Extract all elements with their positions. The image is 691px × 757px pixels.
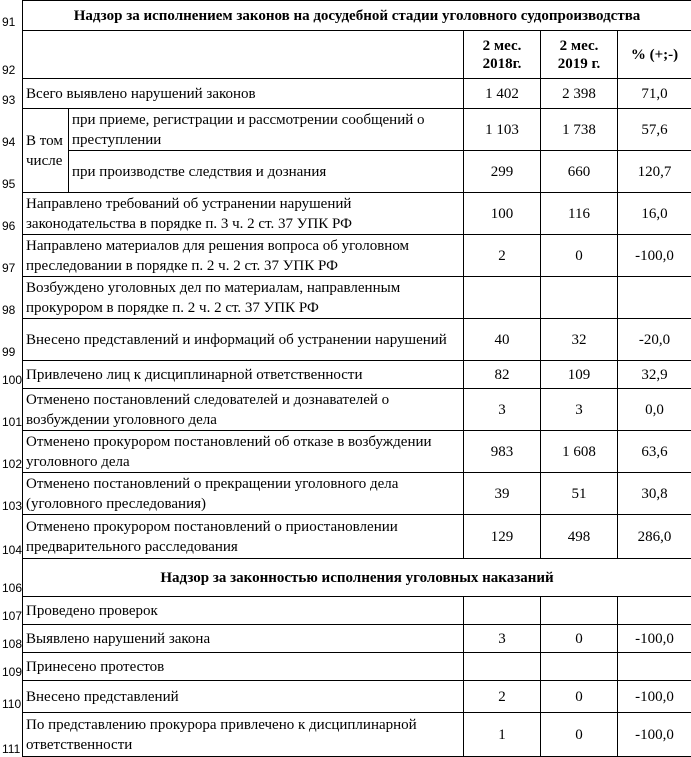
value-2019[interactable]: 3 [541, 389, 618, 431]
value-2019[interactable]: 0 [541, 625, 618, 653]
row-number: 96 [2, 219, 16, 233]
value-2018[interactable] [464, 277, 541, 319]
value-2018[interactable]: 100 [464, 193, 541, 235]
value-pct[interactable]: -100,0 [618, 625, 691, 653]
row-label[interactable]: Всего выявлено нарушений законов [23, 79, 464, 109]
value-pct[interactable]: 120,7 [618, 151, 691, 193]
report-table [22, 0, 691, 757]
row-label[interactable]: Внесено представлений [23, 681, 464, 713]
row-number: 106 [2, 581, 23, 595]
value-2018[interactable]: 2 [464, 681, 541, 713]
value-2019[interactable]: 2 398 [541, 79, 618, 109]
row-number: 97 [2, 261, 16, 275]
row-header [0, 30, 22, 78]
row-header [0, 558, 22, 596]
value-pct[interactable]: -100,0 [618, 713, 691, 757]
row-header [0, 680, 22, 712]
value-2018[interactable]: 2 [464, 235, 541, 277]
value-2019[interactable]: 32 [541, 319, 618, 361]
row-number: 103 [2, 499, 23, 513]
row-header [0, 108, 22, 150]
value-pct[interactable]: 30,8 [618, 473, 691, 515]
col-header-2019[interactable]: 2 мес. 2019 г. [541, 31, 618, 79]
value-2019[interactable]: 1 738 [541, 109, 618, 151]
row-header [0, 514, 22, 558]
row-label[interactable]: Выявлено нарушений закона [23, 625, 464, 653]
row-header [0, 234, 22, 276]
row-label[interactable]: Направлено материалов для решения вопроса об уголовном преследовании в порядке п. 2 ч. 2 ст. 37 УПК РФ [23, 235, 464, 277]
col-header-pct[interactable]: % (+;-) [618, 31, 691, 79]
section2-title[interactable]: Надзор за законностью исполнения уголовных наказаний [23, 559, 691, 597]
value-2019[interactable]: 660 [541, 151, 618, 193]
row-number: 91 [2, 15, 16, 29]
row-number: 108 [2, 637, 23, 651]
value-2018[interactable] [464, 653, 541, 681]
value-pct[interactable]: 57,6 [618, 109, 691, 151]
value-2019[interactable]: 0 [541, 713, 618, 757]
value-pct[interactable]: 286,0 [618, 515, 691, 559]
row-header [0, 150, 22, 192]
row-label[interactable]: Проведено проверок [23, 597, 464, 625]
value-2019[interactable]: 116 [541, 193, 618, 235]
row-header [0, 78, 22, 108]
row-number: 92 [2, 63, 16, 77]
value-pct[interactable]: -100,0 [618, 235, 691, 277]
value-2019[interactable]: 0 [541, 235, 618, 277]
row-label[interactable]: при производстве следствия и дознания [69, 151, 464, 193]
row-number: 93 [2, 93, 16, 107]
in-total-label[interactable]: В том числе [23, 109, 69, 193]
value-2018[interactable]: 3 [464, 389, 541, 431]
row-header [0, 318, 22, 360]
row-label[interactable]: Отменено прокурором постановлений о приостановлении предварительного расследования [23, 515, 464, 559]
row-number: 99 [2, 345, 16, 359]
value-pct[interactable] [618, 277, 691, 319]
row-number: 100 [2, 373, 23, 387]
value-2018[interactable] [464, 597, 541, 625]
header-blank-cell[interactable] [23, 31, 464, 79]
row-number: 104 [2, 543, 23, 557]
row-number: 101 [2, 415, 23, 429]
row-label[interactable]: при приеме, регистрации и рассмотрении сообщений о преступлении [69, 109, 464, 151]
row-number: 94 [2, 135, 16, 149]
row-header [0, 0, 22, 30]
section1-title[interactable]: Надзор за исполнением законов на досудебной стадии уголовного судопроизводства [23, 1, 691, 31]
row-number: 98 [2, 303, 16, 317]
row-header [0, 624, 22, 652]
row-header [0, 388, 22, 430]
value-2018[interactable]: 983 [464, 431, 541, 473]
row-label[interactable]: Внесено представлений и информаций об устранении нарушений [23, 319, 464, 361]
col-header-2018[interactable]: 2 мес. 2018г. [464, 31, 541, 79]
row-label[interactable]: Привлечено лиц к дисциплинарной ответственности [23, 361, 464, 389]
value-2019[interactable] [541, 597, 618, 625]
row-header [0, 596, 22, 624]
value-2019[interactable]: 109 [541, 361, 618, 389]
value-2019[interactable]: 1 608 [541, 431, 618, 473]
value-pct[interactable] [618, 653, 691, 681]
row-header [0, 360, 22, 388]
row-label[interactable]: Отменено постановлений следователей и дознавателей о возбуждении уголовного дела [23, 389, 464, 431]
row-label[interactable]: Отменено прокурором постановлений об отказе в возбуждении уголовного дела [23, 431, 464, 473]
value-2018[interactable]: 39 [464, 473, 541, 515]
value-pct[interactable]: -100,0 [618, 681, 691, 713]
row-label[interactable]: Принесено протестов [23, 653, 464, 681]
value-2019[interactable] [541, 277, 618, 319]
value-pct[interactable]: 63,6 [618, 431, 691, 473]
row-header [0, 430, 22, 472]
value-2018[interactable]: 1 [464, 713, 541, 757]
value-pct[interactable]: -20,0 [618, 319, 691, 361]
value-pct[interactable]: 71,0 [618, 79, 691, 109]
row-label[interactable]: Отменено постановлений о прекращении уголовного дела (уголовного преследования) [23, 473, 464, 515]
row-number: 95 [2, 177, 16, 191]
row-header [0, 652, 22, 680]
row-label[interactable]: По представлению прокурора привлечено к дисциплинарной ответственности [23, 713, 464, 757]
row-header [0, 712, 22, 757]
row-header [0, 192, 22, 234]
value-2018[interactable]: 1 402 [464, 79, 541, 109]
row-header [0, 276, 22, 318]
value-2019[interactable]: 0 [541, 681, 618, 713]
value-2018[interactable]: 82 [464, 361, 541, 389]
row-number: 107 [2, 609, 23, 623]
value-2018[interactable]: 40 [464, 319, 541, 361]
value-2018[interactable]: 3 [464, 625, 541, 653]
row-label[interactable]: Направлено требований об устранении нарушений законодательства в порядке п. 3 ч. 2 ст. 37 УПК РФ [23, 193, 464, 235]
value-pct[interactable]: 16,0 [618, 193, 691, 235]
row-label[interactable]: Возбуждено уголовных дел по материалам, направленным прокурором в порядке п. 2 ч. 2 ст. 37 УПК РФ [23, 277, 464, 319]
row-number: 110 [2, 697, 22, 711]
value-pct[interactable]: 32,9 [618, 361, 691, 389]
value-2018[interactable]: 129 [464, 515, 541, 559]
row-number: 102 [2, 457, 23, 471]
value-pct[interactable] [618, 597, 691, 625]
value-2019[interactable]: 498 [541, 515, 618, 559]
value-2018[interactable]: 1 103 [464, 109, 541, 151]
value-2018[interactable]: 299 [464, 151, 541, 193]
row-number: 109 [2, 665, 23, 679]
row-number: 111 [2, 742, 21, 756]
value-pct[interactable]: 0,0 [618, 389, 691, 431]
row-header [0, 472, 22, 514]
value-2019[interactable] [541, 653, 618, 681]
value-2019[interactable]: 51 [541, 473, 618, 515]
